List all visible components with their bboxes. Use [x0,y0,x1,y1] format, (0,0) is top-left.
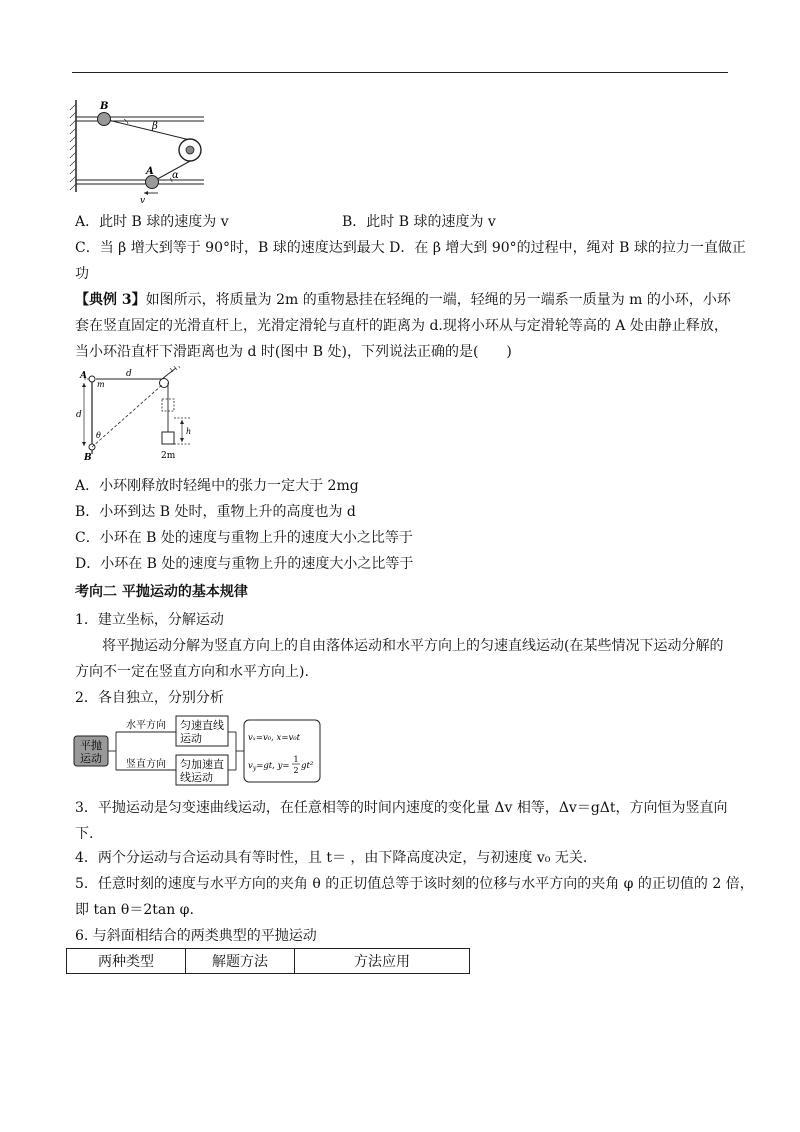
item-4: 4．两个分运动与合运动具有等时性，且 t＝ ，由下降高度决定，与初速度 v₀ 无关. [75,850,588,866]
vert-box-line-1: 匀加速直 [180,758,224,771]
table-row [67,949,470,974]
fig2-ring-a [89,376,95,382]
formula-horizontal: vₓ=v₀, x=v₀t [248,733,301,743]
q2-option-d-cont: 功 [75,266,89,282]
q3-option-a: A．小环刚释放时轻绳中的张力一定大于 2mg [75,478,359,494]
figure-pulley-balls [66,96,216,208]
q3-option-b: B．小环到达 B 处时，重物上升的高度也为 d [75,504,356,520]
table-header-cell: 方法应用 [295,949,470,974]
item-1: 1．建立坐标，分解运动 [75,612,224,628]
q2-option-a: A．此时 B 球的速度为 v [75,214,229,230]
formula-gt2: gt² [301,761,314,771]
fig2-label-a: A [80,371,87,381]
table-header-cell: 两种类型 [67,949,186,974]
item-3b: 下. [75,826,94,842]
section-heading: 考向二 平抛运动的基本规律 [75,584,248,600]
q3-line-2: 套在竖直固定的光滑直杆上，光滑定滑轮与直杆的距离为 d.现将小环从与定滑轮等高的 A 处由静止释放， [75,318,728,334]
q3-option-c: C．小环在 B 处的速度与重物上升的速度大小之比等于 [75,530,413,546]
root-line-2: 运动 [80,752,102,765]
decomposition-diagram [72,712,322,788]
fig1-label-beta: β [152,121,158,132]
q3-line-3: 当小环沿直杆下滑距离也为 d 时(图中 B 处)，下列说法正确的是( ) [75,344,512,360]
q3-tag: 【典例 3】 [75,292,146,308]
top-rule [72,72,728,73]
ball-a [146,176,159,189]
item-5b: 即 tan θ＝2tan φ. [75,902,194,918]
para-1a: 将平抛运动分解为竖直方向上的自由落体运动和水平方向上的匀速直线运动(在某些情况下运动分解的 [102,638,724,654]
item-2: 2．各自独立，分别分析 [75,690,224,706]
formula-box [244,720,320,782]
horiz-label: 水平方向 [126,720,166,731]
formula-vertical: $v_y=gt$, y= [248,761,290,772]
para-1b: 方向不一定在竖直方向和水平方向上). [75,664,309,680]
types-table [66,948,470,974]
horiz-box-line-2: 运动 [180,732,202,745]
q3-option-d: D．小环在 B 处的速度与重物上升的速度大小之比等于 [75,556,414,572]
vert-label: 竖直方向 [126,759,166,770]
fig2-label-theta: θ [96,431,101,440]
fig2-label-d-top: d [126,369,132,379]
fig2-weight [162,432,174,444]
q3-line-1 [75,290,731,310]
fig2-label-2m: 2m [161,451,176,461]
q3-text-1: 如图所示，将质量为 2m 的重物悬挂在轻绳的一端，轻绳的另一端系一质量为 m 的小环，小环 [145,292,731,308]
root-line-1: 平抛 [80,739,102,752]
frac-den: 2 [293,766,299,775]
vert-box-line-2: 线运动 [180,771,213,784]
fig2-label-b: B [84,453,92,463]
fig2-label-d-left: d [76,410,82,420]
wall [70,100,76,192]
q2-option-b: B．此时 B 球的速度为 v [342,214,496,230]
q2-option-c-d: C．当 β 增大到等于 90°时，B 球的速度达到最大 D．在 β 增大到 90°的过程中，绳对 B 球的拉力一直做正 [75,240,746,256]
item-6: 6. 与斜面相结合的两类典型的平抛运动 [75,928,317,944]
fig1-label-alpha: α [172,170,179,181]
table-header-cell: 解题方法 [186,949,295,974]
item-3a: 3．平抛运动是匀变速曲线运动，在任意相等的时间内速度的变化量 Δv 相等，Δv＝gΔt，方向恒为竖直向 [75,800,728,816]
ball-b [98,113,111,126]
fig2-label-m: m [97,380,105,389]
horiz-box-line-1: 匀速直线 [180,719,224,732]
fig1-label-b: B [100,101,109,112]
fig1-label-v: v [140,196,146,206]
figure-ring-pulley [70,366,210,464]
item-5a: 5．任意时刻的速度与水平方向的夹角 θ 的正切值总等于该时刻的位移与水平方向的夹角 φ 的正切值的 2 倍， [75,876,754,892]
fig2-label-h: h [186,427,192,436]
frac-num: 1 [293,755,299,764]
fig1-label-a: A [146,166,154,177]
